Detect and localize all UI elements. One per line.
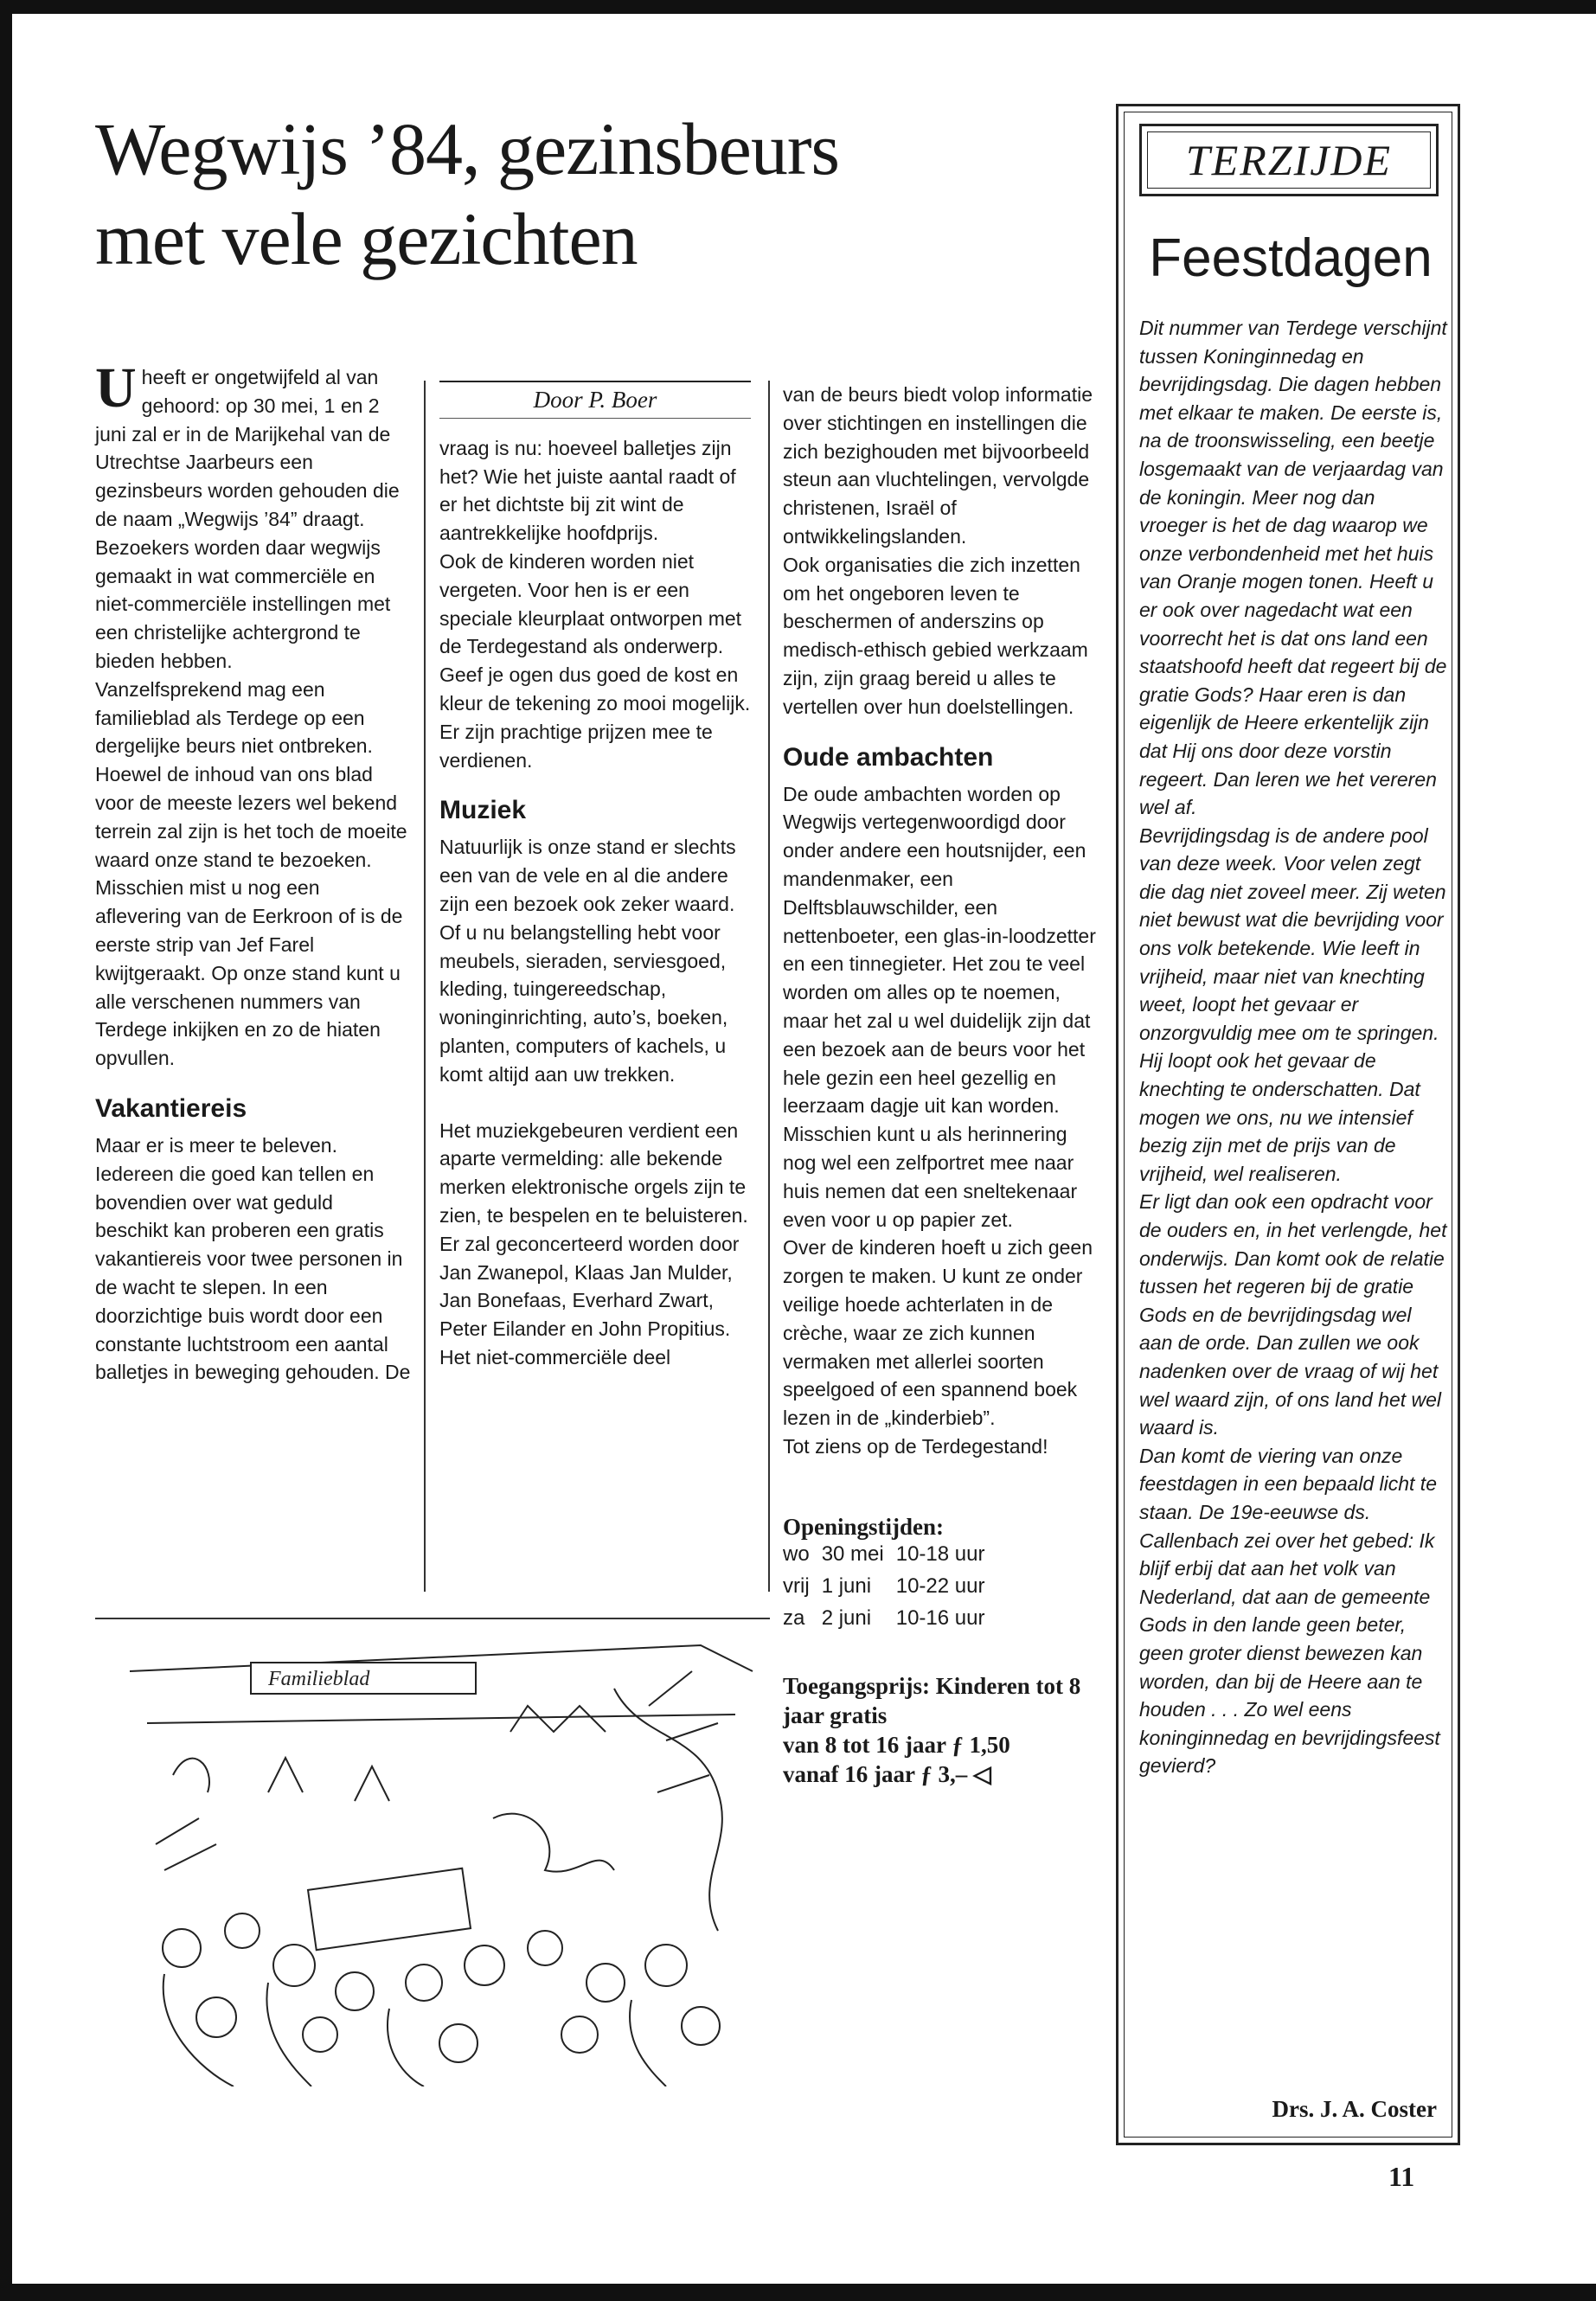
left-border [0,0,12,2301]
sidebar-paragraph: Bevrijdingsdag is de andere pool van deze week. Voor velen zegt die dag niet zoveel meer. Zij weten niet bewust wat die bevrijding voor ons volk betekende. Wie leeft in vrijheid, maar niet van knechting weet, loopt het gevaar er onzorgvuldig mee om te springen. Hij loopt ook het gevaar de knechting te onderschatten. Dat mogen we ons, nu we intensief bezig zijn met de prijs van de vrijheid, wel realiseren. [1139,824,1446,1185]
illustration-caption: Familieblad [268,1668,370,1690]
paragraph: Tot ziens op de Terdegestand! [783,1434,1048,1458]
hours-date: 2 juni [821,1606,872,1631]
page-number: 11 [1388,2161,1415,2192]
hours-day: wo [783,1542,810,1567]
terzijde-sidebar [1116,104,1460,2145]
sidebar-paragraph: Dit nummer van Terdege verschijnt tussen Koninginnedag en bevrijdingsdag. Die dagen hebben met elkaar te maken. De eerste is, na de troonswisseling, een beetje losgemaakt van de verjaardag van de koningin. Meer nog dan vroeger is het de dag waarop we onze verbondenheid met het huis van Oranje mogen tonen. Heeft u er ook over nagedacht wat een voorrecht het is dat ons land een staatshoofd heeft dat regeert bij de gratie Gods? Haar eren is dan eigenlijk de Heere erkentelijk zijn dat Hij ons door deze vorstin regeert. Dan leren we het vereren wel af. [1139,317,1447,819]
paragraph: Ook de kinderen worden niet vergeten. Voor hen is er een speciale kleurplaat ontworpen met de Terdegestand als onderwerp. Geef je ogen dus goed de kost en kleur de tekening zo mooi mogelijk. Er zijn prachtige prijzen mee te verdienen. [439,549,751,772]
hours-date: 30 mei [821,1542,884,1567]
price-line: Toegangsprijs: Kinderen tot 8 jaar gratis [783,1672,1081,1728]
terzijde-label-box [1139,124,1439,196]
hours-date: 1 juni [821,1574,872,1599]
sidebar-text [1139,314,1447,1780]
paragraph: vraag is nu: hoeveel balletjes zijn het? Wie het juiste aantal raadt of er het dichtste bij zit wint de aantrekkelijke hoofdprijs. [439,436,736,545]
hours-row [783,1541,997,1573]
sidebar-paragraph: Dan komt de viering van onze feestdagen in een bepaald licht te staan. De 19e-eeuwse ds. Callenbach zei over het gebed: Ik blijf erbij dat aan het volk van Nederland, dat aan de gemeente Gods in den lande geen beter, geen groter dienst bewezen kan worden, dan bij de Heere aan te houden . . . Zo wel eens koninginnedag en bevrijdingsfeest gevierd? [1139,1444,1440,1778]
fair-illustration [95,1618,770,2086]
hours-row [783,1605,997,1637]
top-border [0,0,1596,14]
subheading-muziek: Muziek [439,796,527,825]
paragraph: De oude ambachten worden op Wegwijs vertegenwoordigd door onder andere een houtsnijder, een mandenmaker, een Delftsblauwschilder, een nettenboeter, een glas-in-loodzetter en een tinnegieter. Het zou te veel worden om alles op te noemen, maar het zal u wel duidelijk zijn dat een bezoek aan de beurs voor het hele gezin een heel gezellig en leerzaam dagje uit kan worden. Misschien kunt u als herinnering nog wel een zelfportret mee naar huis nemen dat een sneltekenaar even voor u op papier zet. [783,782,1096,1231]
hours-time: 10-22 uur [895,1574,985,1599]
paragraph: Natuurlijk is onze stand er slechts een van de vele en al die andere zijn een bezoek ook zeker waard. Of u nu belangstelling hebt voor meubels, sieraden, serviesgoed, kleding, tuingereedschap, woninginrichting, auto’s, boeken, planten, computers of kachels, u komt altijd aan uw trekken. [439,836,736,1086]
opening-hours-title: Openingstijden: [783,1513,945,1540]
column-divider [768,381,770,1592]
intro-paragraph [95,356,411,676]
paragraph: Het niet-commerciële deel [439,1345,671,1368]
drop-cap: U [95,356,137,420]
article-column-2 [439,381,751,1372]
terzijde-label: TERZIJDE [1185,136,1393,184]
article-headline [95,104,1090,284]
paragraph: Vanzelfsprekend mag een familieblad als Terdege op een dergelijke beurs niet ontbreken. Hoewel de inhoud van ons blad voor de meeste lezers wel bekend terrein zal zijn is het toch de moeite waard onze stand te bezoeken. Misschien mist u nog een aflevering van de Eerkroon of is de eerste strip van Jef Farel kwijtgeraakt. Op onze stand kunt u alle verschenen nummers van Terdege inkijken en zo de hiaten opvullen. [95,677,407,1070]
sidebar-paragraph: Er ligt dan ook een opdracht voor de ouders en, in het verlengde, het onderwijs. Dan komt ook de relatie tussen het regeren bij de gratie Gods en de bevrijdingsdag wel aan de orde. Dan zullen we ook nadenken over de vraag of wij het wel waard zijn, of ons land het wel waard is. [1139,1190,1447,1439]
crowd-drawing [95,1619,770,2086]
hours-time: 10-16 uur [895,1606,985,1631]
subheading-vakantiereis: Vakantiereis [95,1093,247,1123]
subheading-oude-ambachten: Oude ambachten [783,742,994,772]
paragraph: Het muziekgebeuren verdient een aparte vermelding: alle bekende merken elektronische orgels zijn te zien, te bespelen en te beluisteren. Er zal geconcerteerd worden door Jan Zwanepol, Klaas Jan Mulder, Jan Bonefaas, Everhard Zwart, Peter Eilander en John Propitius. [439,1118,748,1341]
article-column-1 [95,356,411,1387]
hours-row [783,1573,997,1605]
byline: Door P. Boer [439,381,751,419]
sidebar-title: Feestdagen [1149,228,1433,288]
paragraph: Maar er is meer te beleven. Iedereen die goed kan tellen en bovendien over wat geduld beschikt kan proberen een gratis vakantiereis voor twee personen in de wacht te slepen. In een doorzichtige buis wordt door een constante luchtstroom een aantal balletjes in beweging gehouden. De [95,1133,411,1384]
sidebar-author: Drs. J. A. Coster [1272,2096,1437,2122]
price-line: van 8 tot 16 jaar ƒ 1,50 [783,1731,1010,1758]
hours-day: za [783,1606,805,1631]
column-divider [424,381,426,1592]
opening-hours-table [783,1541,997,1636]
headline-line-1: Wegwijs ’84, gezinsbeurs [95,107,839,190]
admission-prices [783,1671,1099,1789]
paragraph-text: heeft er ongetwijfeld al van gehoord: op 30 mei, 1 en 2 juni zal er in de Marijkehal van de Utrechtse Jaarbeurs een gezinsbeurs worden gehouden die de naam „Wegwijs ’84” draagt. Bezoekers worden daar wegwijs gemaakt in wat commerciële en niet-commerciële instellingen met een christelijke achtergrond te bieden hebben. [95,366,400,672]
article-column-3 [783,381,1099,1789]
headline-line-2: met vele gezichten [95,197,638,280]
bottom-border [0,2284,1596,2301]
hours-time: 10-18 uur [895,1542,985,1567]
paragraph: Ook organisaties die zich inzetten om het ongeboren leven te beschermen of anderszins op medisch-ethisch gebied werkzaam zijn, zijn graag bereid u alles te vertellen over hun doelstellingen. [783,553,1088,718]
hours-day: vrij [783,1574,810,1599]
price-line: vanaf 16 jaar ƒ 3,– ◁ [783,1760,991,1787]
paragraph: Over de kinderen hoeft u zich geen zorgen te maken. U kunt ze onder veilige hoede achterlaten in de crèche, waar ze zich kunnen vermaken met allerlei soorten speelgoed of een spannend boek lezen in de „kinderbieb”. [783,1236,1093,1430]
paragraph: van de beurs biedt volop informatie over stichtingen en instellingen die zich bezighouden met bijvoorbeeld steun aan vluchtelingen, vervolgde christenen, Israël of ontwikkelingslanden. [783,383,1093,548]
